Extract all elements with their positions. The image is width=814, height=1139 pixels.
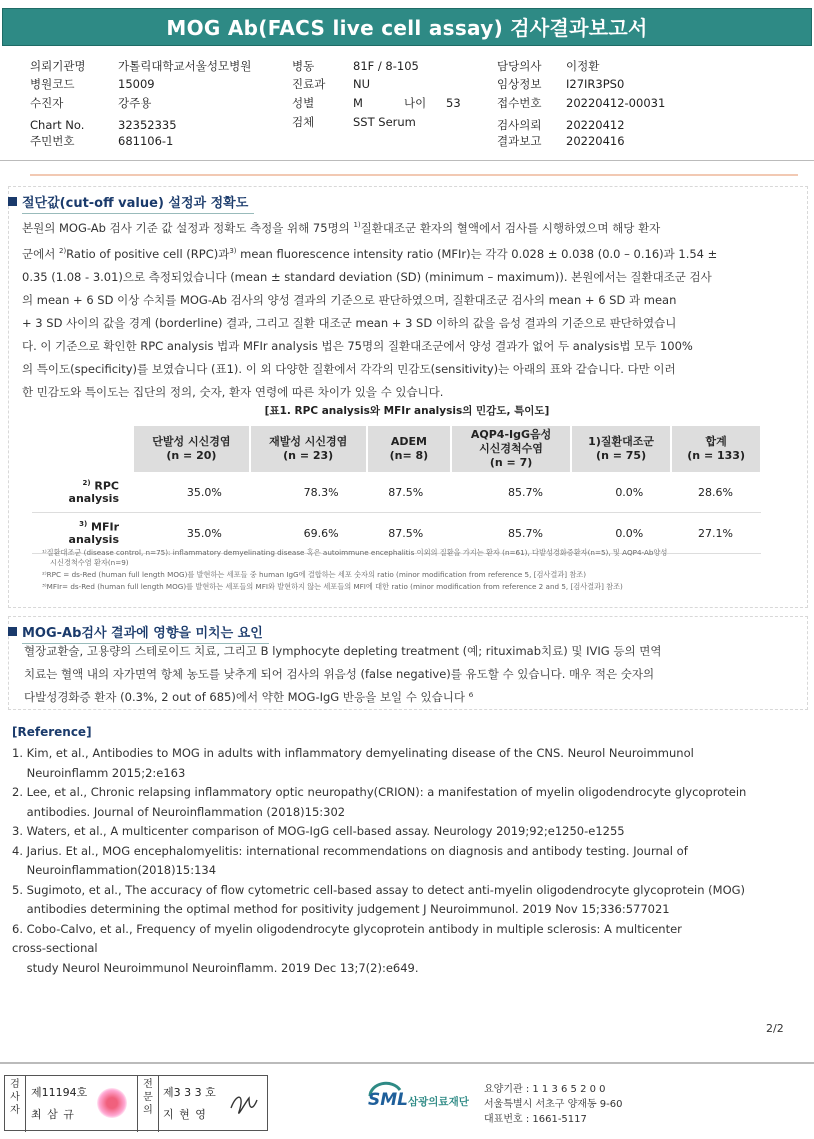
column-header xyxy=(451,426,571,472)
header-label: 진료과 xyxy=(292,77,326,91)
table-cell: 69.6% xyxy=(250,513,367,554)
header-value: 81F / 8-105 xyxy=(353,59,419,73)
table-cell: 85.7% xyxy=(451,472,571,513)
header-label: 주민번호 xyxy=(30,134,75,148)
age-label: 나이 xyxy=(404,96,427,110)
superscript: 2) xyxy=(82,478,91,487)
header-value: NU xyxy=(353,77,371,91)
header-label: 담당의사 xyxy=(497,59,542,73)
text-run: 한 민감도와 특이도는 집단의 정의, 숫자, 환자 연령에 따른 차이가 있을 수 있습니다. xyxy=(22,384,444,399)
empty-corner xyxy=(32,426,133,472)
row-label: RPC analysis xyxy=(68,479,119,506)
reference-title: [Reference] xyxy=(12,725,92,739)
label-char: 자 xyxy=(10,1105,20,1116)
header-label: 임상정보 xyxy=(497,77,542,91)
footnote: ²⁾RPC = ds-Red (human full length MOG)를 발현하는 세포들 중 human IgG에 결합하는 세포 숫자의 ratio (minor modification from reference 5, [검사결과] 참조) xyxy=(42,570,587,579)
text-run: 의 특이도(specificity)를 보였습니다 (표1). 이 외 다양한 질환에서 각각의 민감도(sensitivity)는 아래의 표와 같습니다. 다만 이러 xyxy=(22,361,676,376)
header-value: SST Serum xyxy=(353,115,416,129)
paragraph-line xyxy=(22,214,784,240)
header-line: (n = 75) xyxy=(596,449,647,462)
header-value: 20220416 xyxy=(566,134,625,148)
table-cell: 0.0% xyxy=(571,513,671,554)
header-line: 1)질환대조군 xyxy=(588,435,654,448)
reference-line: 6. Cobo-Calvo, et al., Frequency of myelin oligodendrocyte glycoprotein antibody in multiple sclerosis: A multicenter xyxy=(12,921,682,936)
header-value: 20220412 xyxy=(566,118,625,132)
info-line: 대표번호 : 1661-5117 xyxy=(484,1114,587,1125)
table-caption: [표1. RPC analysis와 MFIr analysis의 민감도, 특이도] xyxy=(264,405,550,417)
header-label: 병동 xyxy=(292,59,315,73)
header-line: (n = 133) xyxy=(687,449,745,462)
header-value: 가톨릭대학교서울성모병원 xyxy=(118,59,252,73)
specialist-name: 지 현 영 xyxy=(163,1108,207,1121)
header-line: 단발성 시신경염 xyxy=(152,435,231,448)
superscript: 3) xyxy=(229,246,237,255)
institution-info xyxy=(484,1082,623,1127)
table-cell: 87.5% xyxy=(367,472,452,513)
column-header xyxy=(571,426,671,472)
paragraph-line xyxy=(22,266,784,289)
header-label: 검사의뢰 xyxy=(497,118,542,132)
header-value: M xyxy=(353,96,363,110)
reference-line: antibodies. Journal of Neuroinflammation (2018)15:302 xyxy=(12,804,346,819)
paragraph-line xyxy=(22,381,784,404)
reference-line: 1. Kim, et al., Antibodies to MOG in adults with inflammatory demyelinating disease of the CNS. Neurol Neuroimmunol xyxy=(12,746,694,760)
table-cell: 87.5% xyxy=(367,513,452,554)
paragraph-line xyxy=(22,312,784,335)
reference-line: cross-sectional xyxy=(12,941,98,955)
paragraph-line: 혈장교환술, 고용량의 스테로이드 치료, 그리고 B lymphocyte depleting treatment (예; rituximab치료) 및 IVIG 등의 면역 xyxy=(24,644,662,658)
report-title: MOG Ab(FACS live cell assay) 검사결과보고서 xyxy=(2,8,812,46)
paragraph-line xyxy=(22,358,784,381)
inspector-name: 최 삼 규 xyxy=(31,1108,75,1121)
table-row xyxy=(32,472,761,513)
paragraph-line xyxy=(22,289,784,312)
header-value: I27IR3PS0 xyxy=(566,77,625,91)
header-label: 결과보고 xyxy=(497,134,542,148)
footnote: ¹⁾질환대조군 (disease control, n=75): inflammatory demyelinating disease 혹은 autoimmune encephalitis 이외의 질환을 가지는 환자 (n=61), 다발성경화증환자(n=5), 및 AQP4-Ab양성 xyxy=(42,548,668,557)
label-char: 전 xyxy=(143,1079,153,1090)
row-header xyxy=(32,472,133,513)
section1-title: 절단값(cut-off value) 설정과 정확도 xyxy=(8,192,248,211)
info-line: 요양기관 : 1 1 3 6 5 2 0 0 xyxy=(484,1084,606,1095)
header-label: 수진자 xyxy=(30,96,64,110)
header-line: (n = 23) xyxy=(283,449,334,462)
reference-line: antibodies determining the optimal method for positivity judgement J Neuroimmunol. 2019 Nov 15;336:577021 xyxy=(12,902,670,916)
header-line: (n = 7) xyxy=(489,456,533,469)
superscript: 3) xyxy=(79,519,88,528)
column-header xyxy=(250,426,367,472)
table-cell: 85.7% xyxy=(451,513,571,554)
reference-line: 4. Jarius. Et al., MOG encephalomyelitis: international recommendations on diagnosis and antibody testing. Journal of xyxy=(12,843,688,858)
text-run: 0.35 (1.08 - 3.01)으로 측정되었습니다 (mean ± standard deviation (SD) (minimum – maximum)). 본원에서는 질환대조군 검사 xyxy=(22,269,712,284)
header-label: 성별 xyxy=(292,96,315,110)
inspector-label xyxy=(5,1076,26,1132)
section1-paragraph xyxy=(22,214,784,404)
label-char: 검 xyxy=(10,1079,20,1090)
column-header xyxy=(671,426,761,472)
footnote: ³⁾MFIr= ds-Red (human full length MOG)를 발현하는 세포들의 MFI와 발현하지 않는 세포들의 MFI에 대한 ratio (minor modification from reference 2 and 5, [검사결과] 참조) xyxy=(42,582,623,591)
square-bullet-icon xyxy=(8,197,17,206)
inspector-number: 제11194호 xyxy=(31,1086,88,1099)
header-line: AQP4-IgG음성 xyxy=(470,428,552,441)
header-label: 접수번호 xyxy=(497,96,542,110)
text-run: 의 mean + 6 SD 이상 수치를 MOG-Ab 검사의 양성 결과의 기준으로 판단하였으며, 질환대조군 검사의 mean + 6 SD 과 mean xyxy=(22,292,677,307)
paragraph-line: 치료는 혈액 내의 자가면역 항체 농도를 낮추게 되어 검사의 위음성 (false negative)를 유도할 수 있습니다. 매우 적은 숫자의 xyxy=(24,667,655,681)
text-run: + 3 SD 사이의 값을 경계 (borderline) 결과, 그리고 질환 대조군 mean + 3 SD 이하의 값을 음성 결과의 기준으로 판단하였습니 xyxy=(22,315,677,330)
specialist-number: 제3 3 3 호 xyxy=(163,1086,216,1099)
reference-line: 2. Lee, et al., Chronic relapsing inflammatory optic neuropathy(CRION): a manifestation of myelin oligodendrocyte glycoprotein xyxy=(12,785,747,799)
section2-paragraph xyxy=(24,640,786,709)
reference-list xyxy=(12,744,792,978)
header-line: 재발성 시신경염 xyxy=(269,435,348,448)
table-cell: 35.0% xyxy=(133,472,250,513)
accent-divider xyxy=(30,174,798,176)
text-run: 군에서 xyxy=(22,246,59,261)
label-char: 의 xyxy=(143,1105,153,1116)
header-value: 강주용 xyxy=(118,96,152,110)
square-bullet-icon xyxy=(8,627,17,636)
reference-line: study Neurol Neuroimmunol Neuroinflamm. 2019 Dec 13;7(2):e649. xyxy=(12,960,419,975)
paragraph-line: 다발성경화증 환자 (0.3%, 2 out of 685)에서 약한 MOG-IgG 반응을 보일 수 있습니다 ⁶ xyxy=(24,690,474,704)
label-char: 문 xyxy=(143,1092,153,1103)
signature-icon xyxy=(227,1088,263,1120)
table-cell: 0.0% xyxy=(571,472,671,513)
header-line: (n= 8) xyxy=(389,449,429,462)
header-line: 합계 xyxy=(705,435,727,448)
signature-box xyxy=(4,1075,268,1131)
header-line: 시신경척수염 xyxy=(479,442,543,455)
header-label: 검체 xyxy=(292,115,315,129)
header-label: 의뢰기관명 xyxy=(30,59,86,73)
page-number: 2/2 xyxy=(766,1022,784,1035)
paragraph-line xyxy=(22,335,784,358)
section2-title: MOG-Ab검사 결과에 영향을 미치는 요인 xyxy=(8,622,263,641)
age-value: 53 xyxy=(446,96,461,110)
footer-divider xyxy=(0,1062,814,1064)
specialist-label xyxy=(137,1076,159,1132)
header-value: 이정환 xyxy=(566,59,600,73)
header-value: 681106-1 xyxy=(118,134,174,148)
text-run: 본원의 MOG-Ab 검사 기준 값 설정과 정확도 측정을 위해 75명의 xyxy=(22,220,354,235)
superscript: 2) xyxy=(58,246,67,255)
header-divider xyxy=(0,160,814,161)
header-value: 32352335 xyxy=(118,118,177,132)
header-value: 20220412-00031 xyxy=(566,96,666,110)
seal-stamp-icon xyxy=(97,1088,127,1118)
reference-line: 3. Waters, et al., A multicenter comparison of MOG-IgG cell-based assay. Neurology 2019;92;e1250-e1255 xyxy=(12,824,625,838)
table-cell: 27.1% xyxy=(671,513,761,554)
table-cell: 78.3% xyxy=(250,472,367,513)
label-char: 사 xyxy=(10,1092,20,1103)
text-run: 질환대조군 환자의 혈액에서 검사를 시행하였으며 해당 환자 xyxy=(360,220,661,235)
reference-line: 5. Sugimoto, et al., The accuracy of flow cytometric cell-based assay to detect anti-myelin oligodendrocyte glycoprotein (MOG) xyxy=(12,882,746,897)
paragraph-line xyxy=(22,240,784,266)
table-cell: 35.0% xyxy=(133,513,250,554)
header-line: ADEM xyxy=(390,435,427,448)
text-run: Ratio of positive cell (RPC)과 xyxy=(66,246,230,261)
footnote: 시신경척수염 환자(n=9) xyxy=(50,558,129,567)
header-label: Chart No. xyxy=(30,118,85,132)
column-header xyxy=(133,426,250,472)
text-run: 다. 이 기준으로 확인한 RPC analysis 법과 MFIr analysis 법은 75명의 질환대조군에서 양성 결과가 없어 두 analysis법 모두 100% xyxy=(22,338,693,353)
header-line: (n = 20) xyxy=(166,449,217,462)
column-header xyxy=(367,426,452,472)
reference-line: Neuroinflamm 2015;2:e163 xyxy=(12,765,186,780)
header-value: 15009 xyxy=(118,77,155,91)
superscript: 1) xyxy=(353,221,361,229)
text-run: mean fluorescence intensity ratio (MFIr)는 각각 0.028 ± 0.038 (0.0 – 0.16)과 1.54 ± xyxy=(236,246,718,261)
header-label: 병원코드 xyxy=(30,77,75,91)
sensitivity-table xyxy=(32,426,762,554)
table-cell: 28.6% xyxy=(671,472,761,513)
info-line: 서울특별시 서초구 양재동 9-60 xyxy=(484,1099,623,1110)
row-label: MFIr analysis xyxy=(68,520,119,547)
reference-line: Neuroinflammation(2018)15:134 xyxy=(12,863,217,877)
